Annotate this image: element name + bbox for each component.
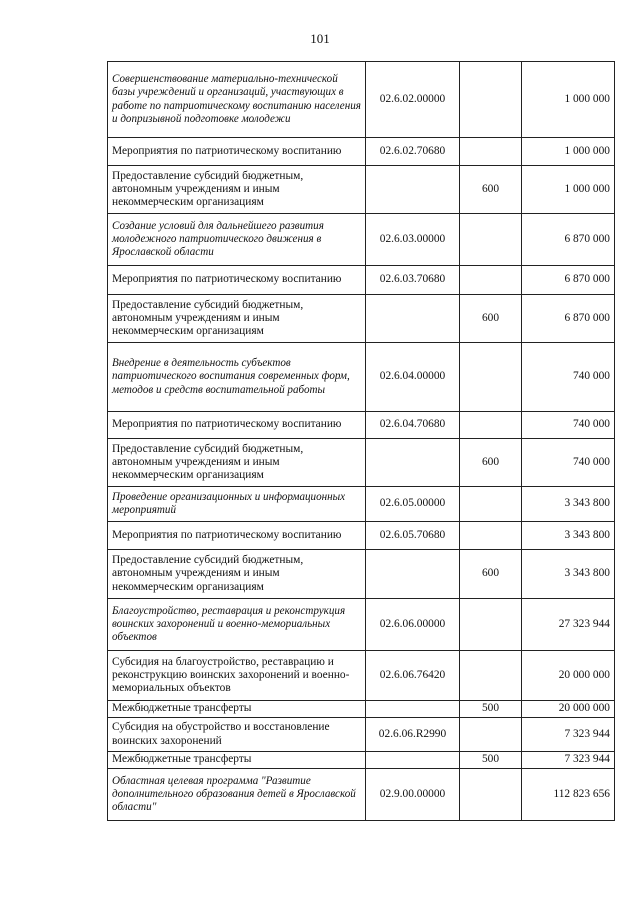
row-expense-type bbox=[460, 214, 522, 266]
row-name: Мероприятия по патриотическому воспитанию bbox=[108, 522, 366, 550]
table-row bbox=[108, 343, 615, 412]
row-code: 02.6.06.76420 bbox=[366, 651, 460, 701]
row-code bbox=[366, 752, 460, 769]
row-expense-type bbox=[460, 651, 522, 701]
row-amount: 3 343 800 bbox=[522, 522, 615, 550]
table-row bbox=[108, 266, 615, 295]
row-amount: 3 343 800 bbox=[522, 550, 615, 599]
row-amount: 112 823 656 bbox=[522, 769, 615, 821]
table-row bbox=[108, 701, 615, 718]
row-name: Межбюджетные трансферты bbox=[108, 701, 366, 718]
table-row bbox=[108, 718, 615, 752]
row-code bbox=[366, 701, 460, 718]
table-row bbox=[108, 138, 615, 166]
row-code: 02.6.02.00000 bbox=[366, 62, 460, 138]
row-amount: 7 323 944 bbox=[522, 752, 615, 769]
row-expense-type: 600 bbox=[460, 166, 522, 214]
row-code bbox=[366, 295, 460, 343]
row-code: 02.6.04.00000 bbox=[366, 343, 460, 412]
row-amount: 6 870 000 bbox=[522, 214, 615, 266]
row-amount: 1 000 000 bbox=[522, 138, 615, 166]
row-amount: 20 000 000 bbox=[522, 651, 615, 701]
row-expense-type: 600 bbox=[460, 550, 522, 599]
table-row bbox=[108, 295, 615, 343]
row-expense-type bbox=[460, 343, 522, 412]
row-expense-type: 500 bbox=[460, 752, 522, 769]
row-name: Предоставление субсидий бюджетным, автономным учреждениям и иным некоммерческим организациям bbox=[108, 295, 366, 343]
row-expense-type bbox=[460, 599, 522, 651]
row-expense-type: 600 bbox=[460, 295, 522, 343]
table-row bbox=[108, 651, 615, 701]
row-expense-type: 500 bbox=[460, 701, 522, 718]
table-row bbox=[108, 62, 615, 138]
row-code: 02.6.03.00000 bbox=[366, 214, 460, 266]
row-name: Предоставление субсидий бюджетным, автономным учреждениям и иным некоммерческим организациям bbox=[108, 439, 366, 487]
row-code bbox=[366, 166, 460, 214]
row-code: 02.6.06.00000 bbox=[366, 599, 460, 651]
row-name: Мероприятия по патриотическому воспитанию bbox=[108, 412, 366, 439]
row-expense-type bbox=[460, 266, 522, 295]
row-name: Благоустройство, реставрация и реконструкция воинских захоронений и военно-мемориальных объектов bbox=[108, 599, 366, 651]
row-amount: 740 000 bbox=[522, 343, 615, 412]
row-amount: 1 000 000 bbox=[522, 62, 615, 138]
row-expense-type bbox=[460, 138, 522, 166]
table-row bbox=[108, 769, 615, 821]
row-amount: 7 323 944 bbox=[522, 718, 615, 752]
row-code: 02.6.06.R2990 bbox=[366, 718, 460, 752]
row-amount: 20 000 000 bbox=[522, 701, 615, 718]
page-number: 101 bbox=[310, 31, 330, 46]
row-name: Мероприятия по патриотическому воспитанию bbox=[108, 138, 366, 166]
row-amount: 6 870 000 bbox=[522, 266, 615, 295]
table-row bbox=[108, 522, 615, 550]
row-code: 02.6.02.70680 bbox=[366, 138, 460, 166]
row-amount: 27 323 944 bbox=[522, 599, 615, 651]
row-name: Областная целевая программа "Развитие дополнительного образования детей в Ярославской области" bbox=[108, 769, 366, 821]
table-row bbox=[108, 752, 615, 769]
row-name: Субсидия на обустройство и восстановление воинских захоронений bbox=[108, 718, 366, 752]
row-code: 02.6.04.70680 bbox=[366, 412, 460, 439]
table-row bbox=[108, 487, 615, 522]
row-name: Межбюджетные трансферты bbox=[108, 752, 366, 769]
row-name: Субсидия на благоустройство, реставрацию и реконструкцию воинских захоронений и военно-мемориальных объектов bbox=[108, 651, 366, 701]
row-expense-type bbox=[460, 522, 522, 550]
row-code: 02.6.05.00000 bbox=[366, 487, 460, 522]
row-amount: 740 000 bbox=[522, 412, 615, 439]
row-expense-type bbox=[460, 718, 522, 752]
row-code bbox=[366, 439, 460, 487]
row-expense-type bbox=[460, 487, 522, 522]
row-name: Мероприятия по патриотическому воспитанию bbox=[108, 266, 366, 295]
row-name: Внедрение в деятельность субъектов патриотического воспитания современных форм, методов и средств воспитательной работы bbox=[108, 343, 366, 412]
row-amount: 1 000 000 bbox=[522, 166, 615, 214]
table-row bbox=[108, 439, 615, 487]
row-expense-type bbox=[460, 412, 522, 439]
row-code: 02.6.03.70680 bbox=[366, 266, 460, 295]
row-name: Проведение организационных и информационных мероприятий bbox=[108, 487, 366, 522]
row-name: Предоставление субсидий бюджетным, автономным учреждениям и иным некоммерческим организациям bbox=[108, 166, 366, 214]
table-row bbox=[108, 166, 615, 214]
row-expense-type: 600 bbox=[460, 439, 522, 487]
row-amount: 3 343 800 bbox=[522, 487, 615, 522]
table-row bbox=[108, 214, 615, 266]
row-expense-type bbox=[460, 769, 522, 821]
row-code: 02.6.05.70680 bbox=[366, 522, 460, 550]
row-name: Создание условий для дальнейшего развития молодежного патриотического движения в Ярославской области bbox=[108, 214, 366, 266]
row-name: Предоставление субсидий бюджетным, автономным учреждениям и иным некоммерческим организациям bbox=[108, 550, 366, 599]
table-row bbox=[108, 412, 615, 439]
table-row bbox=[108, 550, 615, 599]
row-amount: 6 870 000 bbox=[522, 295, 615, 343]
table-row bbox=[108, 599, 615, 651]
row-expense-type bbox=[460, 62, 522, 138]
row-code: 02.9.00.00000 bbox=[366, 769, 460, 821]
row-amount: 740 000 bbox=[522, 439, 615, 487]
row-name: Совершенствование материально-технической базы учреждений и организаций, участвующих в работе по патриотическому воспитанию населения и допризывной подготовке молодежи bbox=[108, 62, 366, 138]
budget-table bbox=[107, 61, 615, 821]
row-code bbox=[366, 550, 460, 599]
